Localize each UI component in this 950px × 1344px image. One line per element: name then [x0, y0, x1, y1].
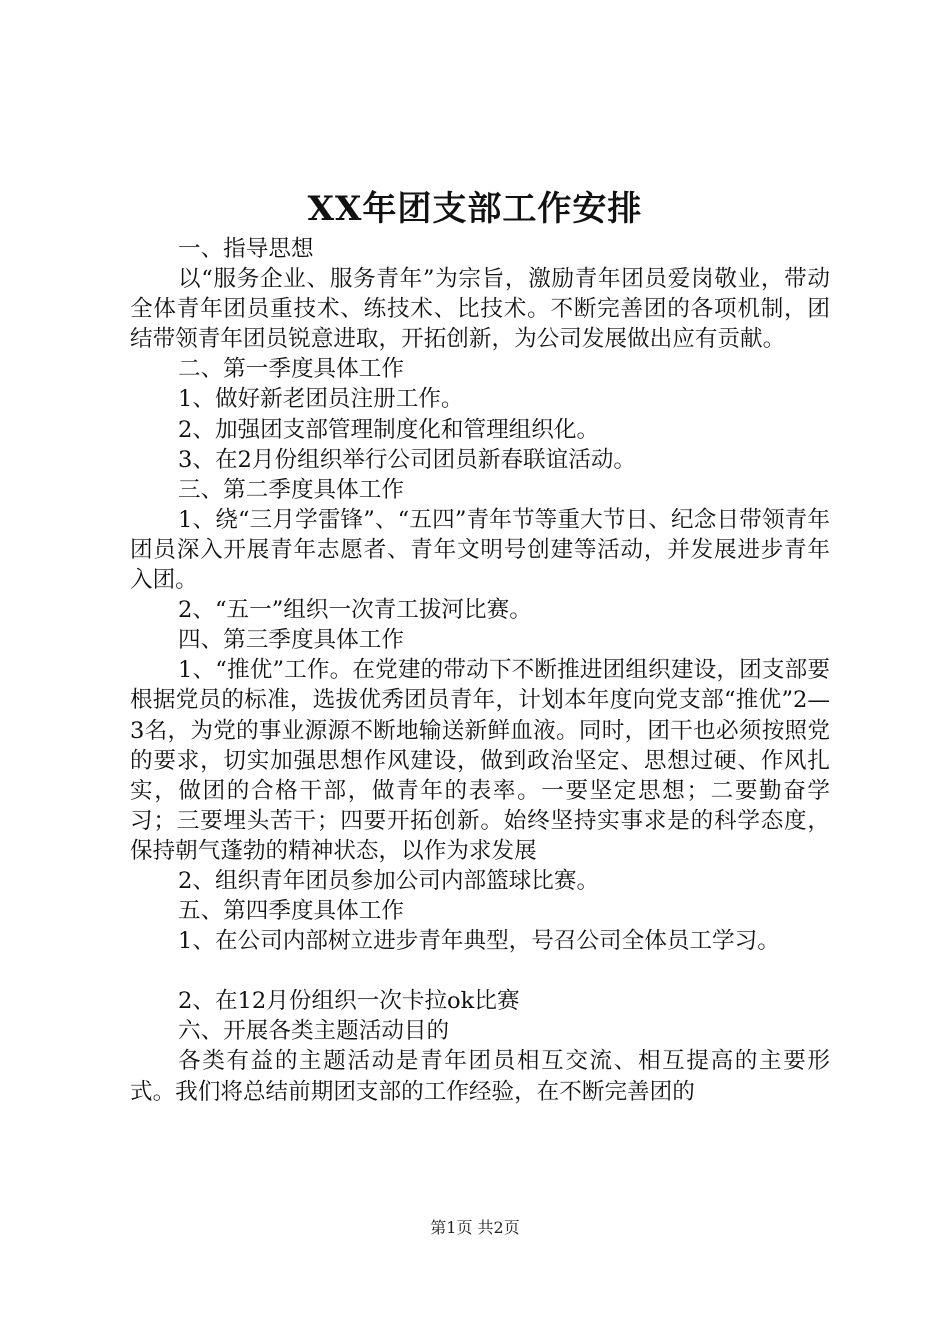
paragraph: 五、第四季度具体工作	[178, 898, 404, 925]
paragraph: 二、第一季度具体工作	[178, 356, 404, 383]
paragraph: 以“服务企业、服务青年”为宗旨，激励青年团员爱岗敬业，带动全体青年团员重技术、练技术、比技术。不断完善团的各项机制，团结带领青年团员锐意进取，开拓创新，为公司发展做出应有贡献。	[130, 266, 830, 353]
paragraph: 2、“五一”组织一次青工拔河比赛。	[178, 597, 532, 624]
paragraph: 六、开展各类主题活动目的	[178, 1018, 450, 1045]
paragraph: 2、加强团支部管理制度化和管理组织化。	[178, 416, 600, 443]
paragraph: 1、“推优”工作。在党建的带动下不断推进团组织建设，团支部要根据党员的标准，选拔优秀团员青年，计划本年度向党支部“推优”2—3名，为党的事业源源不断地输送新鲜血液。同时，团干也必须按照党的要求，切实加强思想作风建设，做到政治坚定、思想过硬、作风扎实，做团的合格干部，做青年的表率。一要坚定思想；二要勤奋学习；三要埋头苦干；四要开拓创新。始终坚持实事求是的科学态度，保持朝气蓬勃的精神状态，以作为求发展	[130, 657, 830, 864]
page-footer: 第1页 共2页	[430, 1218, 520, 1237]
paragraph: 1、在公司内部树立进步青年典型，号召公司全体员工学习。	[178, 928, 780, 955]
document-title: XX年团支部工作安排	[307, 189, 643, 229]
paragraph: 三、第二季度具体工作	[178, 476, 404, 503]
paragraph: 各类有益的主题活动是青年团员相互交流、相互提高的主要形式。我们将总结前期团支部的工作经验，在不断完善团的	[130, 1048, 830, 1105]
paragraph: 2、在12月份组织一次卡拉ok比赛	[178, 988, 520, 1015]
paragraph: 1、绕“三月学雷锋”、“五四”青年节等重大节日、纪念日带领青年团员深入开展青年志愿者、青年文明号创建等活动，并发展进步青年入团。	[130, 506, 830, 594]
paragraph: 2、组织青年团员参加公司内部篮球比赛。	[178, 867, 600, 894]
paragraph: 1、做好新老团员注册工作。	[178, 386, 464, 413]
paragraph: 一、指导思想	[178, 236, 314, 262]
blank-line	[130, 956, 830, 986]
paragraph: 3、在2月份组织举行公司团员新春联谊活动。	[178, 446, 637, 473]
document-body	[130, 234, 830, 1107]
paragraph: 四、第三季度具体工作	[178, 627, 404, 654]
